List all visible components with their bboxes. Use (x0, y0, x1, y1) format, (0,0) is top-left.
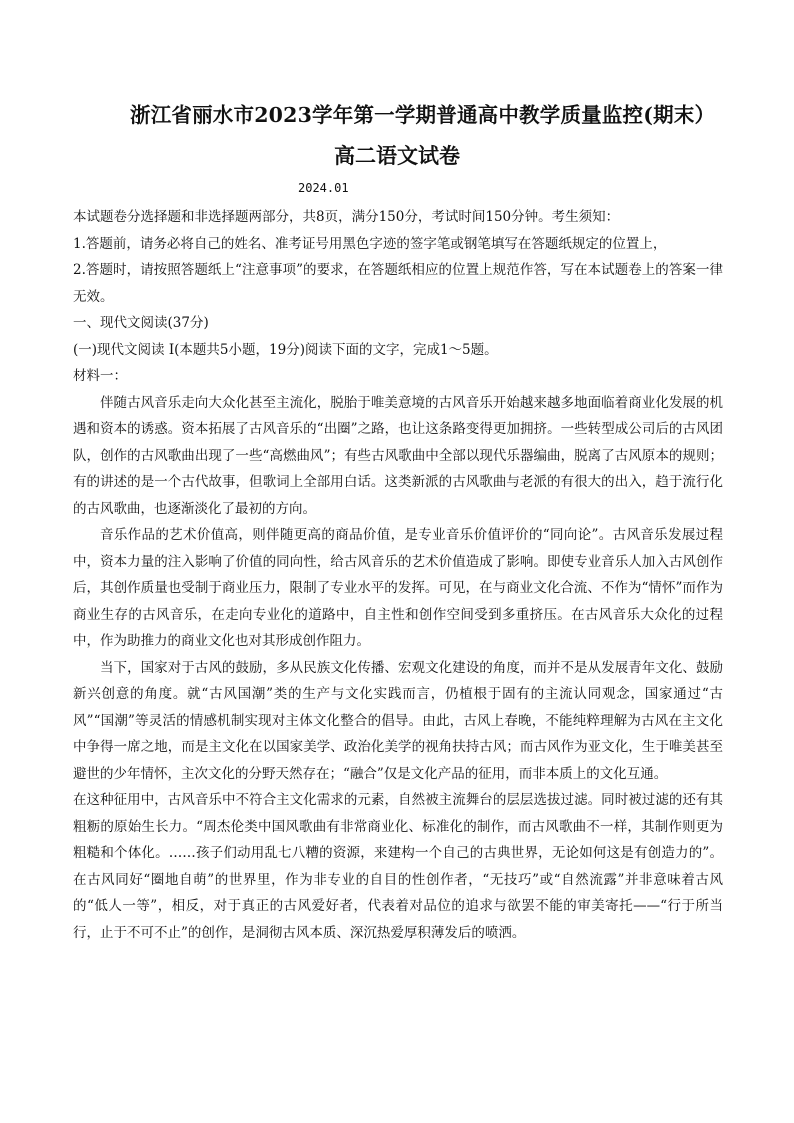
exam-body (73, 204, 723, 946)
paragraph: 伴随古风音乐走向大众化甚至主流化，脱胎于唯美意境的古风音乐开始越来越多地面临着商业化发展的机遇和资本的诱惑。资本拓展了古风音乐的“出圈”之路，也让这条路变得更加拥挤。一些转型成公司后的古风团队，创作的古风歌曲出现了一些“高燃曲风”；有些古风歌曲中全部以现代乐器编曲，脱离了古风原本的规则；有的讲述的是一个古代故事，但歌词上全部用白话。这类新派的古风歌曲与老派的有很大的出入，趋于流行化的古风歌曲，也逐渐淡化了最初的方向。 (73, 394, 723, 517)
paragraph: 当下，国家对于古风的鼓励，多从民族文化传播、宏观文化建设的角度，而并不是从发展青年文化、鼓励新兴创意的角度。就“古风国潮”类的生产与文化实践而言，仍植根于固有的主流认同观念，国家通过“古风”“国潮”等灵活的情感机制实现对主体文化整合的倡导。由此，古风上春晚，不能纯粹理解为古风在主文化中争得一席之地，而是主文化在以国家美学、政治化美学的视角扶持古风；而古风作为亚文化，生于唯美甚至避世的少年情怀，主次文化的分野天然存在；“融合”仅是文化产品的征用，而非本质上的文化互通。 (73, 659, 723, 782)
section-subheading: (一)现代文阅读 I(本题共5小题，19分)阅读下面的文字，完成1～5题。 (73, 341, 498, 358)
paragraph: 音乐作品的艺术价值高，则伴随更高的商品价值，是专业音乐价值评价的“同向论”。古风音乐发展过程中，资本力量的注入影响了价值的同向性，给古风音乐的艺术价值造成了影响。即使专业音乐人加入古风创作后，其创作质量也受制于商业压力，限制了专业水平的发挥。可见，在与商业文化合流、不作为“情怀”而作为商业生存的古风音乐，在走向专业化的道路中，自主性和创作空间受到多重挤压。在古风音乐大众化的过程中，作为助推力的商业文化也对其形成创作阻力。 (73, 527, 723, 649)
section-heading: 一、现代文阅读(37分) (73, 315, 209, 331)
exam-date: 2024.01 (298, 181, 349, 195)
instructions-intro: 本试题卷分选择题和非选择题两部分，共8页，满分150分，考试时间150分钟。考生须知： (73, 209, 620, 225)
material-label: 材料一： (73, 368, 127, 384)
exam-subtitle: 高二语文试卷 (334, 143, 460, 168)
instructions-item-1: 1.答题前，请务必将自己的姓名、准考证号用黑色字迹的签字笔或钢笔填写在答题纸规定的位置上， (73, 235, 667, 252)
exam-title: 浙江省丽水市2023学年第一学期普通高中教学质量监控(期末） (130, 103, 716, 127)
paragraph: 在这种征用中，古风音乐中不符合主文化需求的元素，自然被主流舞台的层层选拔过滤。同时被过滤的还有其粗粝的原始生长力。“周杰伦类中国风歌曲有非常商业化、标准化的制作，而古风歌曲不一样，其制作则更为粗糙和个体化。……孩子们动用乱七八糟的资源，来建构一个自己的古典世界，无论如何这是有创造力的”。在古风同好“圈地自萌”的世界里，作为非专业的自目的性创作者，“无技巧”或“自然流露”并非意味着古风的“低人一等”，相反，对于真正的古风爱好者，代表着对品位的追求与欲罢不能的审美寄托——“行于所当行，止于不可不止”的创作，是洞彻古风本质、深沉热爱厚积薄发后的喷洒。 (73, 792, 723, 941)
instructions-item-2: 2.答题时，请按照答题纸上“注意事项”的要求，在答题纸相应的位置上规范作答，写在本试题卷上的答案一律无效。 (73, 262, 723, 305)
